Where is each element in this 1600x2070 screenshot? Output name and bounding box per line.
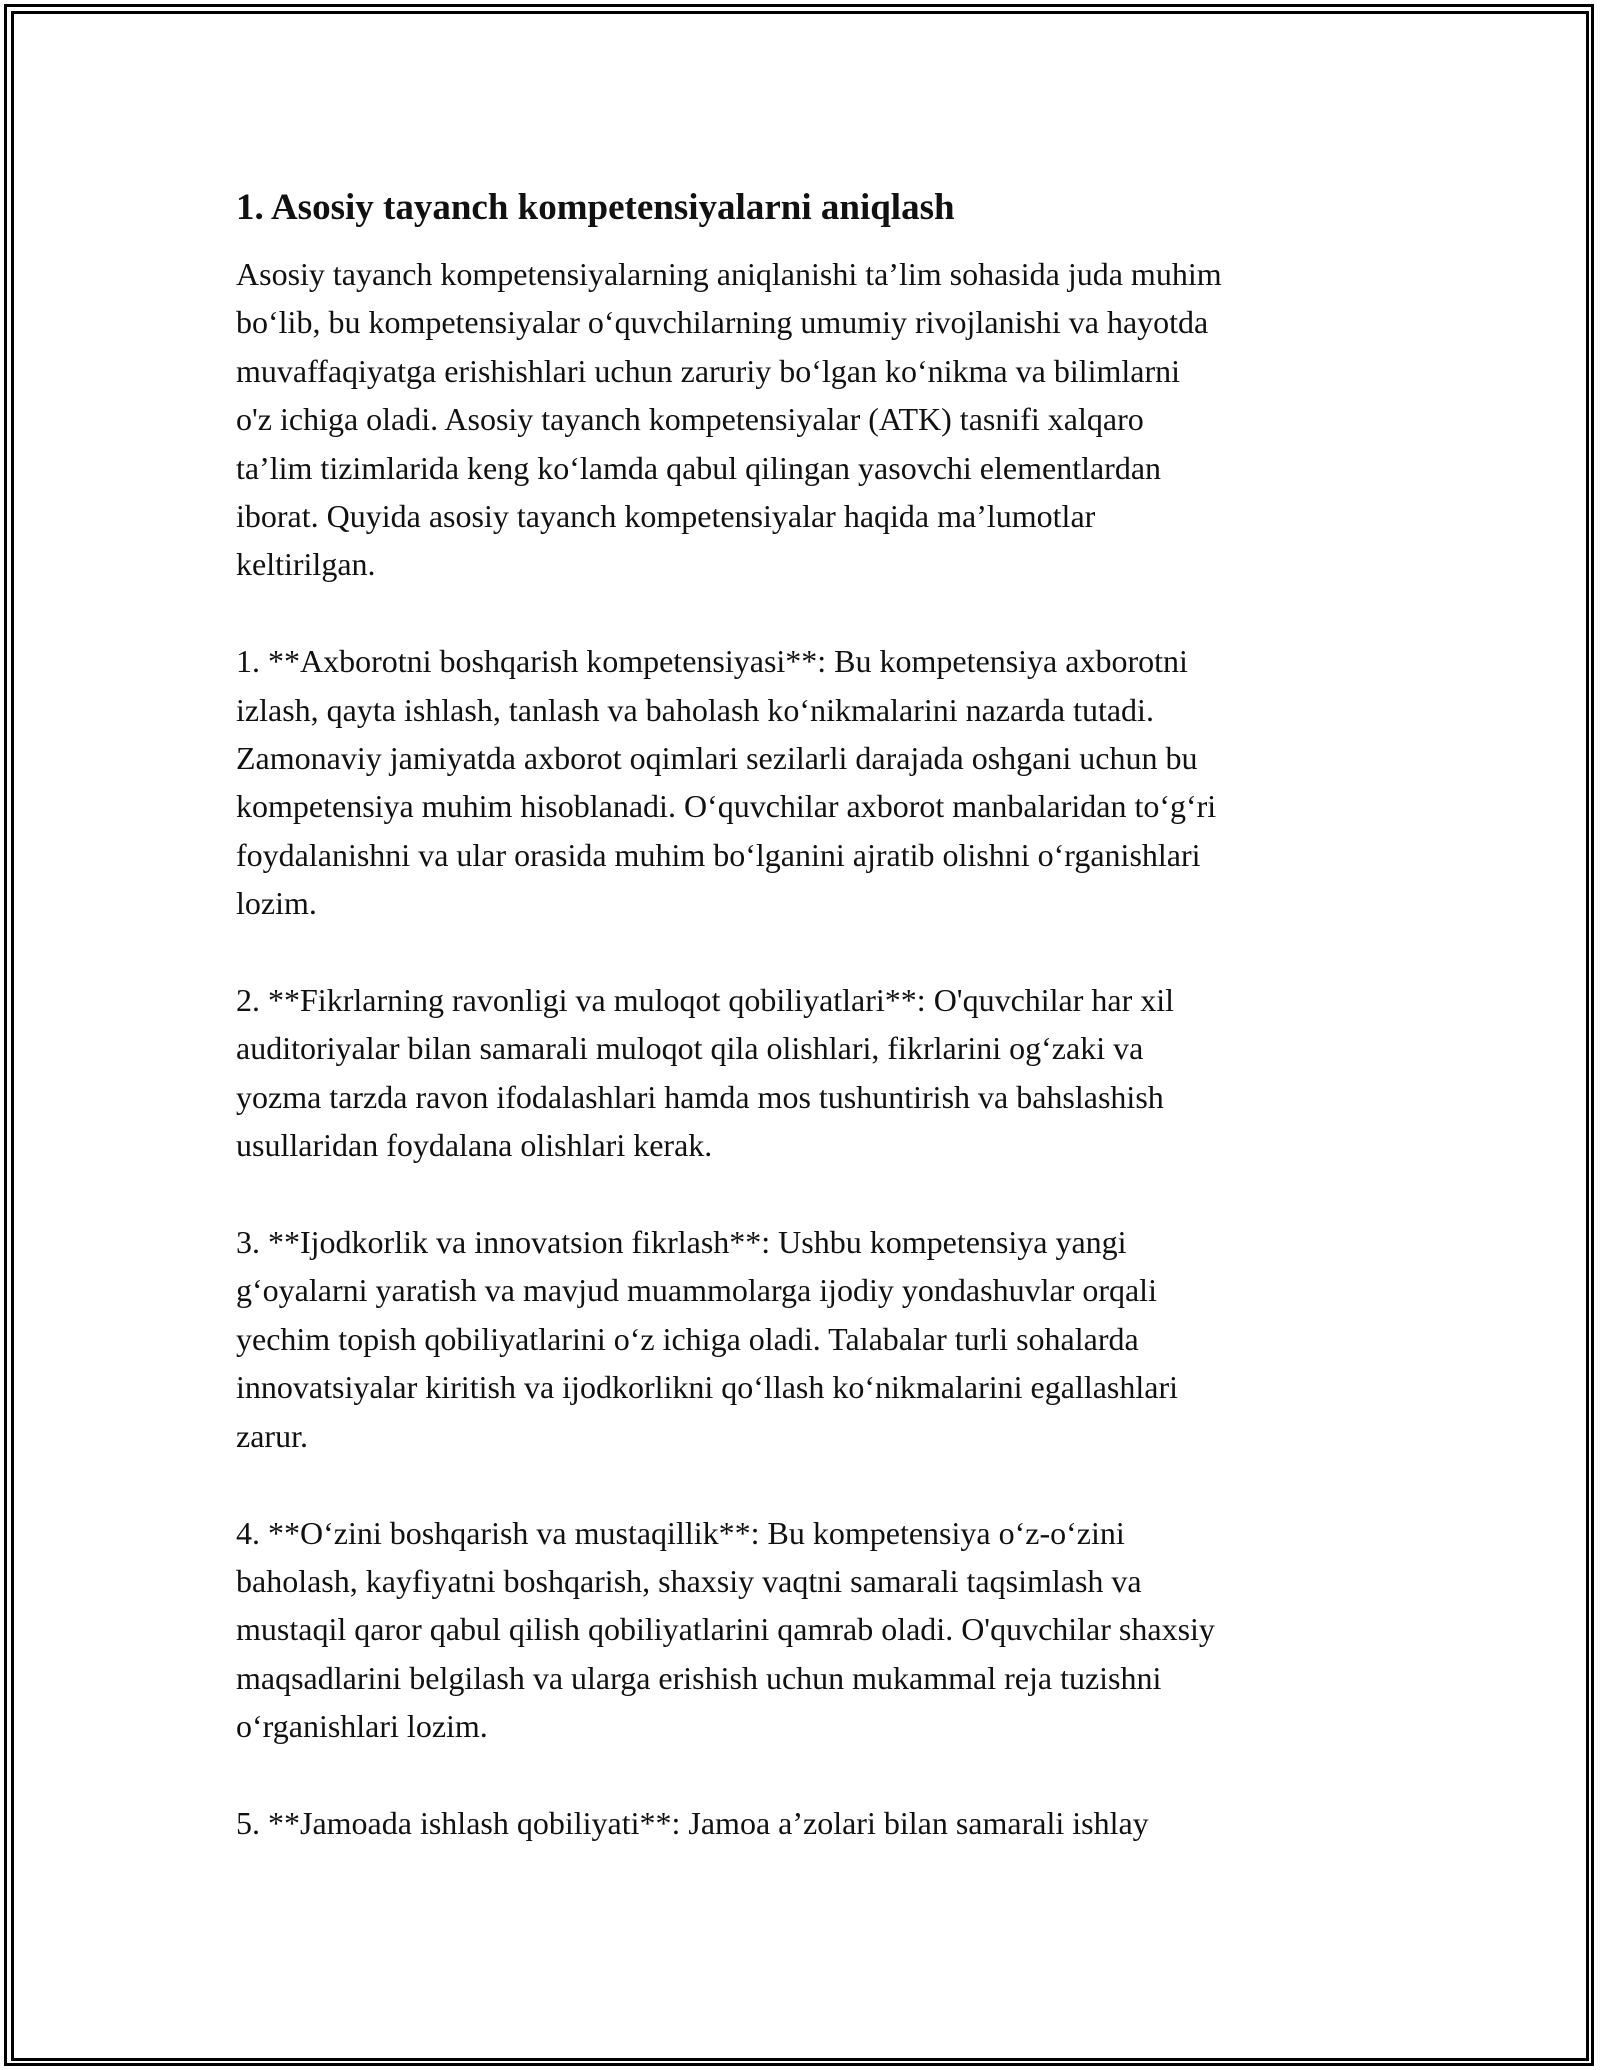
text-line: zarur.: [236, 1417, 308, 1454]
text-line: bo‘lib, bu kompetensiyalar o‘quvchilarning umumiy rivojlanishi va hayotda: [236, 304, 1209, 341]
list-item-paragraph: [236, 1509, 1376, 1751]
list-item-paragraph: [236, 1218, 1376, 1460]
text-line: 3. **Ijodkorlik va innovatsion fikrlash**: Ushbu kompetensiya yangi: [236, 1224, 1127, 1261]
text-line: Zamonaviy jamiyatda axborot oqimlari sezilarli darajada oshgani uchun bu: [236, 740, 1198, 777]
list-item-paragraph: [236, 976, 1376, 1170]
text-line: baholash, kayfiyatni boshqarish, shaxsiy vaqtni samarali taqsimlash va: [236, 1562, 1142, 1599]
text-line: muvaffaqiyatga erishishlari uchun zaruriy bo‘lgan ko‘nikma va bilimlarni: [236, 352, 1181, 389]
text-line: yechim topish qobiliyatlarini o‘z ichiga oladi. Talabalar turli sohalarda: [236, 1320, 1139, 1357]
text-line: Asosiy tayanch kompetensiyalarning aniqlanishi ta’lim sohasida juda muhim: [236, 256, 1222, 292]
intro-paragraph: [236, 250, 1376, 589]
text-line: o'z ichiga oladi. Asosiy tayanch kompetensiyalar (ATK) tasnifi xalqaro: [236, 401, 1144, 438]
text-line: 2. **Fikrlarning ravonligi va muloqot qobiliyatlari**: O'quvchilar har xil: [236, 982, 1175, 1019]
text-line: g‘oyalarni yaratish va mavjud muammolarga ijodiy yondashuvlar orqali: [236, 1272, 1157, 1309]
list-item-paragraph: [236, 637, 1376, 927]
document-title: 1. Asosiy tayanch kompetensiyalarni aniqlash: [236, 187, 955, 228]
text-line: izlash, qayta ishlash, tanlash va baholash ko‘nikmalarini nazarda tutadi.: [236, 691, 1154, 728]
text-line: kompetensiya muhim hisoblanadi. O‘quvchilar axborot manbalaridan to‘g‘ri: [236, 788, 1217, 825]
text-line: iborat. Quyida asosiy tayanch kompetensiyalar haqida ma’lumotlar: [236, 498, 1096, 535]
text-line: lozim.: [236, 885, 317, 922]
document-body: [236, 184, 1376, 1896]
text-line: maqsadlarini belgilash va ularga erishish uchun mukammal reja tuzishni: [236, 1659, 1162, 1696]
text-line: innovatsiyalar kiritish va ijodkorlikni qo‘llash ko‘nikmalarini egallashlari: [236, 1369, 1179, 1406]
text-line: ta’lim tizimlarida keng ko‘lamda qabul qilingan yasovchi elementlardan: [236, 449, 1162, 486]
text-line: 1. **Axborotni boshqarish kompetensiyasi**: Bu kompetensiya axborotni: [236, 643, 1188, 680]
text-line: 5. **Jamoada ishlash qobiliyati**: Jamoa a’zolari bilan samarali ishlay: [236, 1804, 1149, 1841]
text-line: foydalanishni va ular orasida muhim bo‘lganini ajratib olishni o‘rganishlari: [236, 836, 1201, 873]
text-line: 4. **O‘zini boshqarish va mustaqillik**: Bu kompetensiya o‘z-o‘zini: [236, 1514, 1125, 1551]
text-line: usullaridan foydalana olishlari kerak.: [236, 1127, 713, 1164]
text-line: o‘rganishlari lozim.: [236, 1708, 488, 1745]
text-line: mustaqil qaror qabul qilish qobiliyatlarini qamrab oladi. O'quvchilar shaxsiy: [236, 1611, 1215, 1648]
paragraph-list: [236, 250, 1376, 1847]
text-line: keltirilgan.: [236, 546, 376, 583]
text-line: yozma tarzda ravon ifodalashlari hamda mos tushuntirish va bahslashish: [236, 1078, 1164, 1115]
list-item-paragraph: [236, 1799, 1376, 1847]
text-line: auditoriyalar bilan samarali muloqot qila olishlari, fikrlarini og‘zaki va: [236, 1030, 1144, 1067]
